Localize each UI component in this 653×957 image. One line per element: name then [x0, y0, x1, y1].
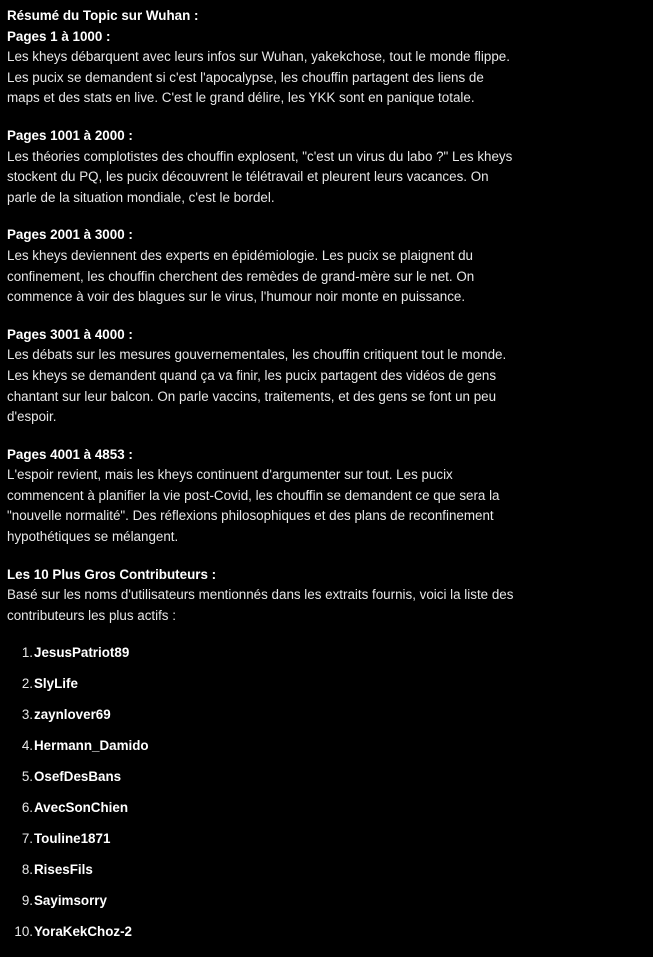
list-item-number: 10.	[14, 924, 33, 940]
contributor-name: OsefDesBans	[34, 769, 122, 785]
contributor-name: zaynlover69	[34, 707, 111, 723]
section-title: Pages 4001 à 4853 :	[7, 446, 133, 462]
section-text: Les kheys débarquent avec leurs infos sur Wuhan, yakekchose, tout le monde flippe. Les pucix se demandent si c'est l'apocalypse, les chouffin partagent des liens de maps et des stats en live. C'est le grand délire, les YKK sont en panique totale.	[7, 49, 510, 106]
list-item	[7, 922, 517, 953]
list-item-number: 3.	[21, 707, 33, 723]
section-title: Pages 1 à 1000 :	[7, 28, 111, 44]
list-item-number: 6.	[21, 800, 33, 816]
contributor-name: YoraKekChoz-2	[34, 924, 132, 940]
section-text: Les théories complotistes des chouffin explosent, "c'est un virus du labo ?" Les kheys stockent du PQ, les pucix découvrent le télétravail et pleurent leurs vacances. On parle de la situation mondiale, c'est le bordel.	[7, 148, 513, 205]
section-text: Basé sur les noms d'utilisateurs mentionnés dans les extraits fournis, voici la liste des contributeurs les plus actifs :	[7, 587, 514, 623]
list-item	[7, 674, 517, 705]
section-text: Les débats sur les mesures gouvernementales, les chouffin critiquent tout le monde. Les kheys se demandent quand ça va finir, les pucix partagent des vidéos de gens chantant sur leur balcon. On parle vaccins, traitements, et des gens se font un peu d'espoir.	[7, 347, 507, 425]
section-pages-1001-2000	[7, 126, 517, 208]
list-item-number: 9.	[21, 893, 33, 909]
contributors-list	[7, 643, 517, 953]
section-pages-3001-4000	[7, 325, 517, 428]
list-item	[7, 891, 517, 922]
list-item-number: 7.	[21, 831, 33, 847]
summary-title: Résumé du Topic sur Wuhan :	[7, 8, 199, 23]
section-text: Les kheys deviennent des experts en épidémiologie. Les pucix se plaignent du confinement, les chouffin cherchent des remèdes de grand-mère sur le net. On commence à voir des blagues sur le virus, l'humour noir monte en puissance.	[7, 247, 475, 305]
section-title: Pages 2001 à 3000 :	[7, 227, 133, 243]
section-title: Pages 3001 à 4000 :	[7, 326, 133, 342]
contributor-name: AvecSonChien	[34, 800, 129, 816]
section-top-contributors	[7, 565, 517, 627]
section-pages-1-1000	[7, 27, 517, 109]
list-item-number: 5.	[21, 769, 33, 785]
section-title: Pages 1001 à 2000 :	[7, 127, 133, 143]
section-pages-4001-4853	[7, 445, 517, 548]
contributor-name: SlyLife	[34, 676, 78, 692]
list-item	[7, 860, 517, 891]
list-item-number: 2.	[21, 676, 33, 692]
contributor-name: Touline1871	[34, 831, 111, 847]
section-title: Les 10 Plus Gros Contributeurs :	[7, 566, 217, 582]
contributor-name: JesusPatriot89	[34, 645, 130, 661]
list-item-number: 1.	[21, 645, 33, 661]
contributor-name: RisesFils	[34, 862, 93, 878]
section-pages-2001-3000	[7, 225, 517, 307]
list-item	[7, 643, 517, 674]
section-text: L'espoir revient, mais les kheys continuent d'argumenter sur tout. Les pucix commencent à planifier la vie post-Covid, les chouffin se demandent ce que sera la "nouvelle normalité". Des réflexions philosophiques et des plans de reconfinement hypothétiques se mélangent.	[7, 467, 500, 545]
list-item	[7, 829, 517, 860]
list-item	[7, 705, 517, 736]
list-item-number: 4.	[21, 738, 33, 754]
list-item-number: 8.	[21, 862, 33, 878]
list-item	[7, 736, 517, 767]
contributor-name: Hermann_Damido	[34, 738, 149, 754]
contributor-name: Sayimsorry	[34, 893, 107, 909]
list-item	[7, 798, 517, 829]
list-item	[7, 767, 517, 798]
